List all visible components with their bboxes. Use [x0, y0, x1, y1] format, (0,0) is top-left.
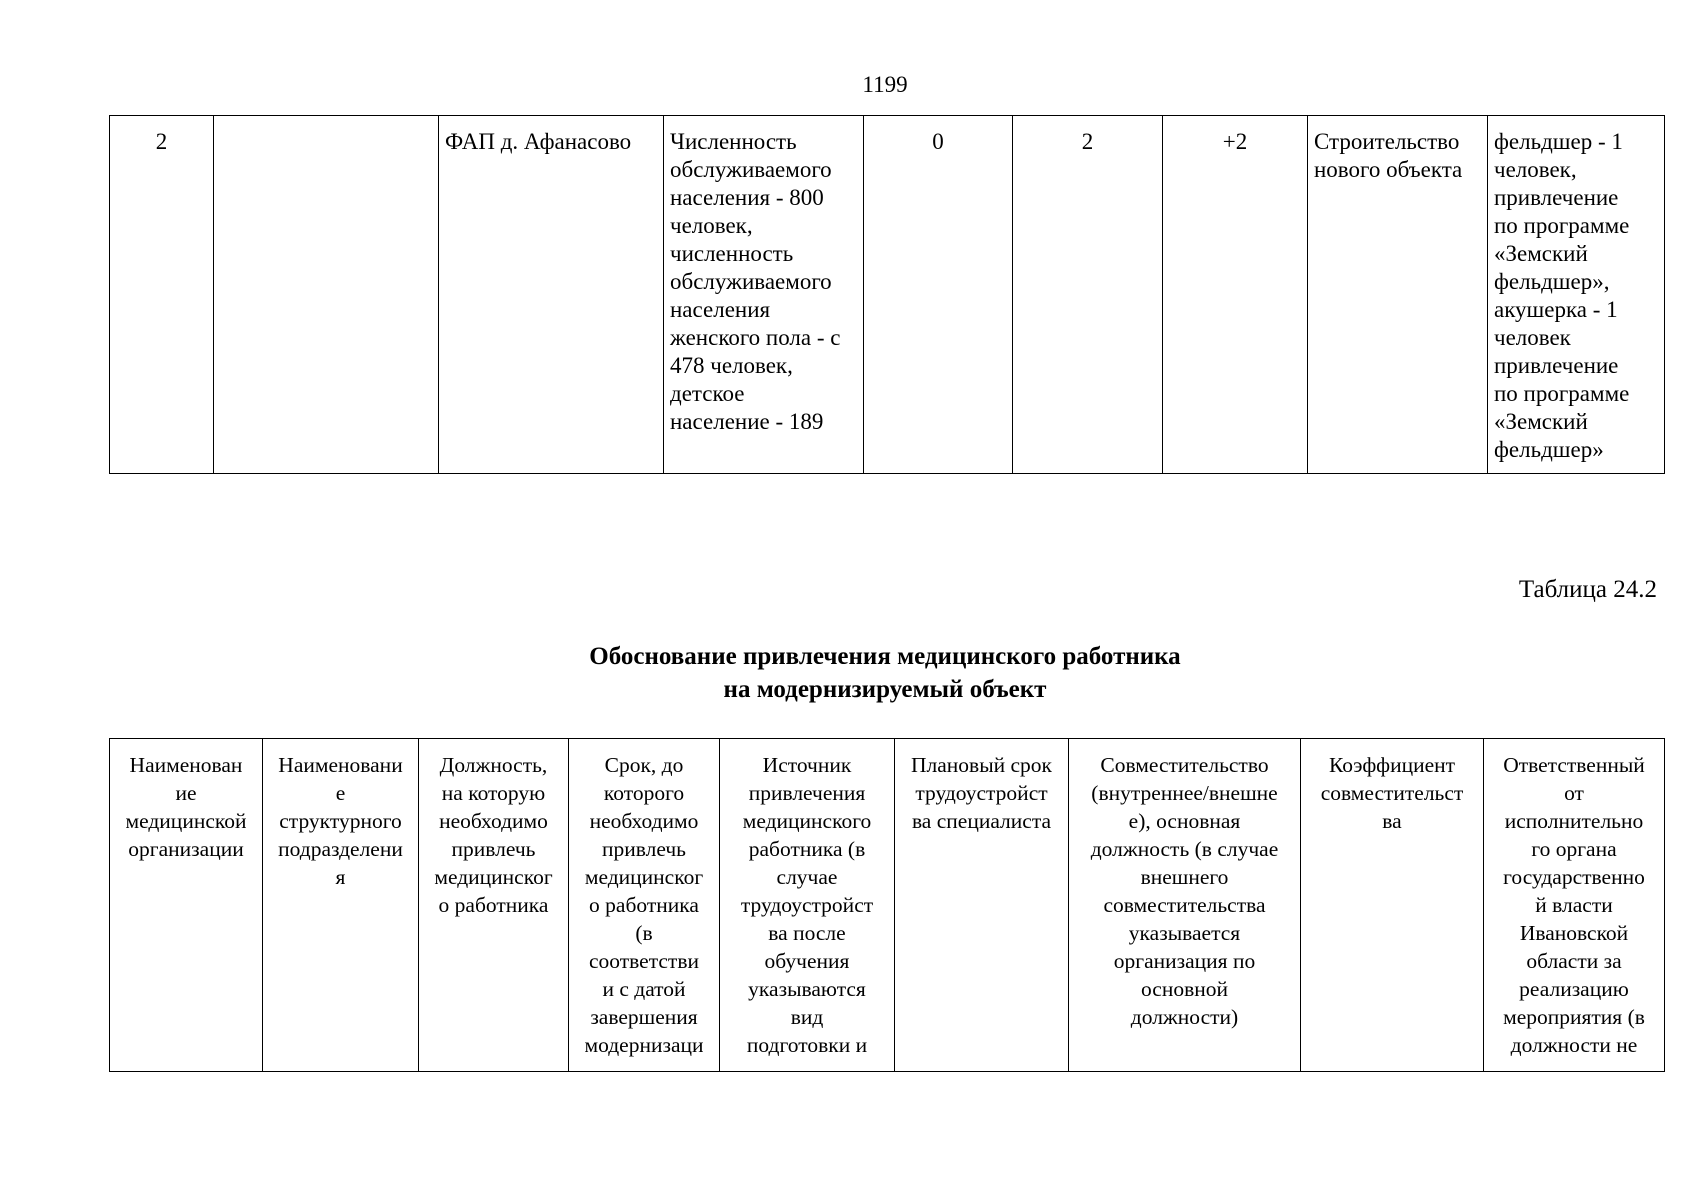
column-header-line: Наименован: [129, 753, 243, 777]
staff-attraction-cell: [1488, 116, 1665, 474]
column-header-line: необходимо: [589, 809, 699, 833]
column-header-line: соответстви: [589, 949, 699, 973]
row-number: 2: [110, 116, 214, 474]
population-cell: [664, 116, 864, 474]
cell-line: фельдшер - 1: [1494, 129, 1623, 154]
column-header-line: внешнего: [1140, 865, 1229, 889]
column-header-line: медицинского: [742, 809, 872, 833]
column-header-line: мероприятия (в: [1503, 1005, 1645, 1029]
staffing-table-continuation: [109, 115, 1665, 474]
section-title-line-2: на модернизируемый объект: [723, 676, 1047, 703]
column-header-line: области за: [1526, 949, 1622, 973]
table-label: Таблица 24.2: [1518, 576, 1657, 603]
cell-line: Строительство: [1314, 129, 1460, 154]
cell-line: женского пола - с: [670, 325, 841, 350]
cell-line: население - 189: [670, 409, 824, 434]
staff-difference-cell: +2: [1163, 116, 1308, 474]
column-header-line: привлечь: [451, 837, 536, 861]
justification-table: [109, 738, 1665, 1072]
column-header: [263, 739, 419, 1072]
column-header-line: указывается: [1128, 921, 1241, 945]
column-header-line: Ивановской: [1519, 921, 1629, 945]
column-header-line: Ответственный: [1503, 753, 1645, 777]
column-header-line: обучения: [764, 949, 850, 973]
column-header: [1301, 739, 1484, 1072]
column-header-line: Наименовани: [278, 753, 403, 777]
column-header-line: на которую: [441, 781, 546, 805]
column-header-line: е: [335, 781, 346, 805]
column-header-line: подразделени: [278, 837, 403, 861]
cell-line: по программе: [1494, 381, 1630, 406]
column-header-line: медицинског: [584, 865, 704, 889]
cell-line: детское: [670, 381, 745, 406]
column-header-line: й власти: [1535, 893, 1613, 917]
cell-line: фельдшер»: [1494, 437, 1604, 462]
cell-line: обслуживаемого: [670, 157, 832, 182]
column-header-line: медицинског: [434, 865, 553, 889]
column-header-line: ва: [1382, 809, 1402, 833]
column-header-line: модернизаци: [584, 1033, 704, 1057]
column-header-line: Срок, до: [604, 753, 684, 777]
column-header: [1069, 739, 1301, 1072]
cell-line: по программе: [1494, 213, 1630, 238]
cell-line: обслуживаемого: [670, 269, 832, 294]
column-header-line: ва специалиста: [911, 809, 1052, 833]
column-header: [720, 739, 895, 1072]
column-header-line: должности): [1130, 1005, 1239, 1029]
object-name-cell: ФАП д. Афанасово: [439, 116, 664, 474]
section-title: [0, 640, 1697, 706]
cell-line: привлечение: [1494, 353, 1619, 378]
cell-line: населения - 800: [670, 185, 824, 210]
column-header-line: структурного: [279, 809, 402, 833]
column-header-line: совместительст: [1320, 781, 1464, 805]
column-header-line: Совместительство: [1100, 753, 1269, 777]
column-header-line: государственно: [1503, 865, 1645, 889]
column-header-line: я: [335, 865, 346, 889]
cell-line: человек,: [670, 213, 753, 238]
column-header: [1484, 739, 1665, 1072]
column-header-line: необходимо: [439, 809, 548, 833]
column-header-line: реализацию: [1519, 977, 1629, 1001]
column-header-line: трудоустройст: [740, 893, 874, 917]
column-header-line: ие: [175, 781, 197, 805]
column-header-line: Коэффициент: [1328, 753, 1456, 777]
column-header-line: (в: [635, 921, 653, 945]
column-header-line: трудоустройст: [915, 781, 1048, 805]
column-header: [895, 739, 1069, 1072]
table-row: [110, 116, 1665, 474]
column-header-line: должности не: [1510, 1033, 1638, 1057]
cell-line: 478 человек,: [670, 353, 793, 378]
column-header: [110, 739, 263, 1072]
column-header: [569, 739, 720, 1072]
column-header-line: исполнительно: [1504, 809, 1644, 833]
column-header-line: Плановый срок: [910, 753, 1053, 777]
subdivision-cell: [214, 116, 439, 474]
column-header-line: совместительства: [1103, 893, 1266, 917]
cell-line: акушерка - 1: [1494, 297, 1618, 322]
section-title-line-1: Обоснование привлечения медицинского работника: [589, 643, 1181, 670]
column-header-line: организация по: [1113, 949, 1256, 973]
column-header-line: и с датой: [602, 977, 686, 1001]
staff-after-cell: 2: [1013, 116, 1163, 474]
column-header-line: завершения: [590, 1005, 698, 1029]
column-header-line: о работника: [438, 893, 549, 917]
column-header-line: е), основная: [1128, 809, 1241, 833]
column-header-line: организации: [128, 837, 244, 861]
cell-line: человек,: [1494, 157, 1577, 182]
cell-line: фельдшер»,: [1494, 269, 1610, 294]
column-header-line: ва после: [768, 921, 846, 945]
column-header-line: привлечь: [602, 837, 686, 861]
column-header-line: привлечения: [748, 781, 866, 805]
cell-line: «Земский: [1494, 409, 1588, 434]
column-header: [419, 739, 569, 1072]
cell-line: нового объекта: [1314, 157, 1463, 182]
column-header-line: случае: [776, 865, 838, 889]
column-header-line: о работника: [589, 893, 699, 917]
column-header-line: го органа: [1531, 837, 1617, 861]
staff-before-cell: 0: [864, 116, 1013, 474]
cell-line: человек: [1494, 325, 1571, 350]
column-header-line: (внутреннее/внешне: [1091, 781, 1278, 805]
page-number: 1199: [862, 72, 908, 97]
column-header-line: подготовки и: [746, 1033, 868, 1057]
cell-line: населения: [670, 297, 771, 322]
cell-line: численность: [670, 241, 794, 266]
column-header-line: которого: [603, 781, 685, 805]
cell-line: Численность: [670, 129, 797, 154]
table-header-row: [110, 739, 1665, 1072]
reason-cell: [1308, 116, 1488, 474]
column-header-line: вид: [790, 1005, 824, 1029]
column-header-line: работника (в: [748, 837, 866, 861]
column-header-line: Должность,: [439, 753, 548, 777]
cell-line: привлечение: [1494, 185, 1619, 210]
column-header-line: от: [1564, 781, 1584, 805]
cell-line: «Земский: [1494, 241, 1588, 266]
column-header-line: указываются: [748, 977, 866, 1001]
column-header-line: медицинской: [125, 809, 247, 833]
column-header-line: Источник: [762, 753, 852, 777]
column-header-line: основной: [1141, 977, 1228, 1001]
column-header-line: должность (в случае: [1090, 837, 1279, 861]
